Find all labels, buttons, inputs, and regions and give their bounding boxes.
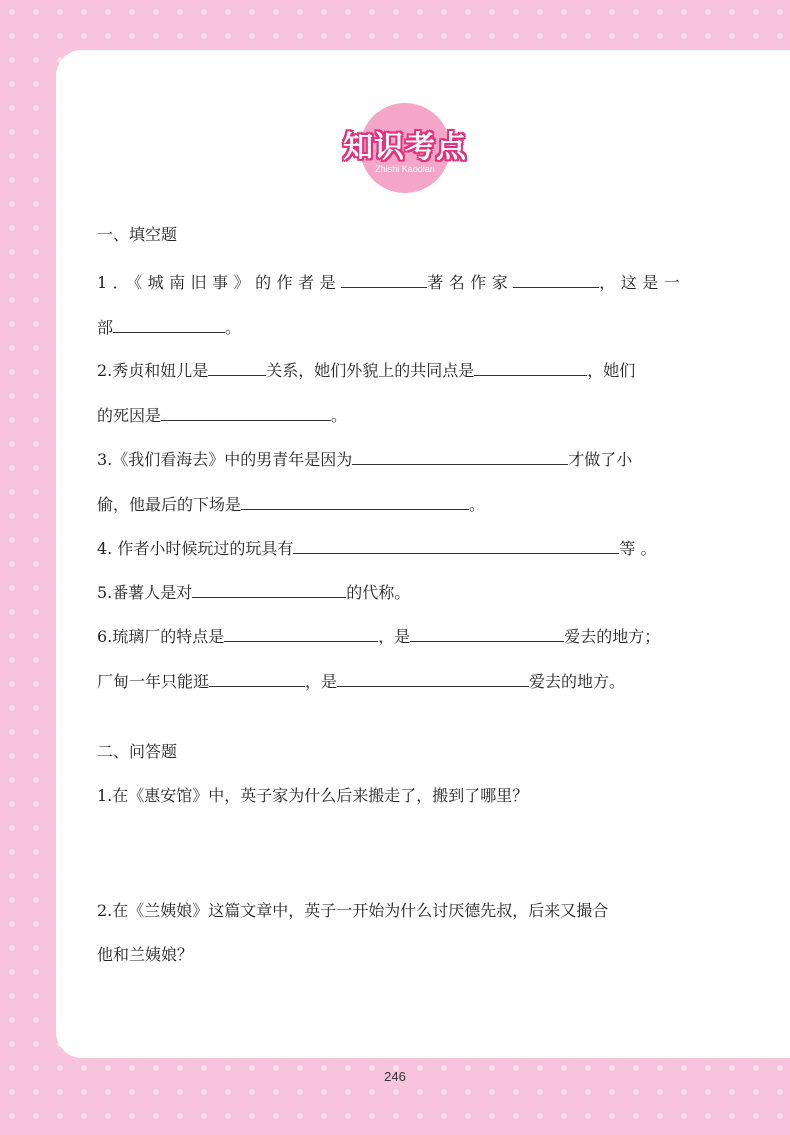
q6-text-e: ，是 [305,672,338,691]
question-1-line-2 [97,314,241,338]
qa-question-2-line-1: 2.在《兰姨娘》这篇文章中，英子一开始为什么讨厌德先叔，后来又撮合 [97,901,609,920]
badge-title: 知识考点 [343,130,467,165]
q1-text-d: 部 [97,318,114,337]
badge-subtitle: Zhishi Kaodian [375,164,435,174]
q6-blank-2[interactable] [410,623,564,642]
q6-text-f: 爱去的地方。 [529,672,626,691]
question-2-line-2 [97,402,347,426]
q3-blank-2[interactable] [241,491,469,510]
question-1-line-1 [97,269,685,293]
q1-blank-1[interactable] [341,269,427,288]
q5-text-a: 5.番薯人是对 [97,583,193,602]
q3-text-b: 才做了小 [568,450,633,469]
question-3-line-1 [97,446,632,470]
q1-text-b: 著名作家 [427,273,514,292]
q6-text-b: ，是 [378,627,411,646]
question-6-line-1 [97,623,660,647]
qa-heading: 二、问答题 [97,742,178,761]
qa-question-2-line-2: 他和兰姨娘？ [97,945,194,964]
q6-blank-1[interactable] [224,623,378,642]
q4-text-a: 4. 作者小时候玩过的玩具有 [97,539,294,558]
q6-text-d: 厂甸一年只能逛 [97,672,210,691]
q6-blank-3[interactable] [209,668,305,687]
q2-blank-3[interactable] [161,402,331,421]
q5-blank-1[interactable] [192,579,346,598]
q2-text-e: 。 [331,406,348,425]
qa-question-1: 1.在《惠安馆》中，英子家为什么后来搬走了，搬到了哪里？ [97,786,529,805]
q4-blank-1[interactable] [293,535,619,554]
q6-text-a: 6.琉璃厂的特点是 [97,627,225,646]
q1-text-a: 1．《城南旧事》的作者是 [97,273,342,292]
question-3-line-2 [97,491,485,515]
q6-text-c: 爱去的地方； [564,627,661,646]
q2-text-b: 关系，她们外貌上的共同点是 [266,361,475,380]
q1-blank-2[interactable] [513,269,599,288]
q2-text-d: 的死因是 [97,406,162,425]
q6-blank-4[interactable] [337,668,529,687]
q3-text-d: 。 [469,495,486,514]
q4-text-b: 等 。 [619,539,657,558]
q1-text-e: 。 [225,318,242,337]
question-6-line-2 [97,668,625,692]
q2-blank-1[interactable] [208,357,266,376]
q3-blank-1[interactable] [352,446,568,465]
q3-text-c: 偷，他最后的下场是 [97,495,242,514]
question-4 [97,535,656,559]
q2-blank-2[interactable] [474,357,587,376]
q2-text-c: ，她们 [587,361,636,380]
q3-text-a: 3.《我们看海去》中的男青年是因为 [97,450,353,469]
q1-blank-3[interactable] [113,314,225,333]
page-number: 246 [384,1069,406,1084]
question-2-line-1 [97,357,635,381]
q2-text-a: 2.秀贞和妞儿是 [97,361,209,380]
q5-text-b: 的代称。 [346,583,411,602]
question-5 [97,579,410,603]
q1-text-c: ，这是一 [599,273,686,292]
fill-in-heading: 一、填空题 [97,225,178,244]
